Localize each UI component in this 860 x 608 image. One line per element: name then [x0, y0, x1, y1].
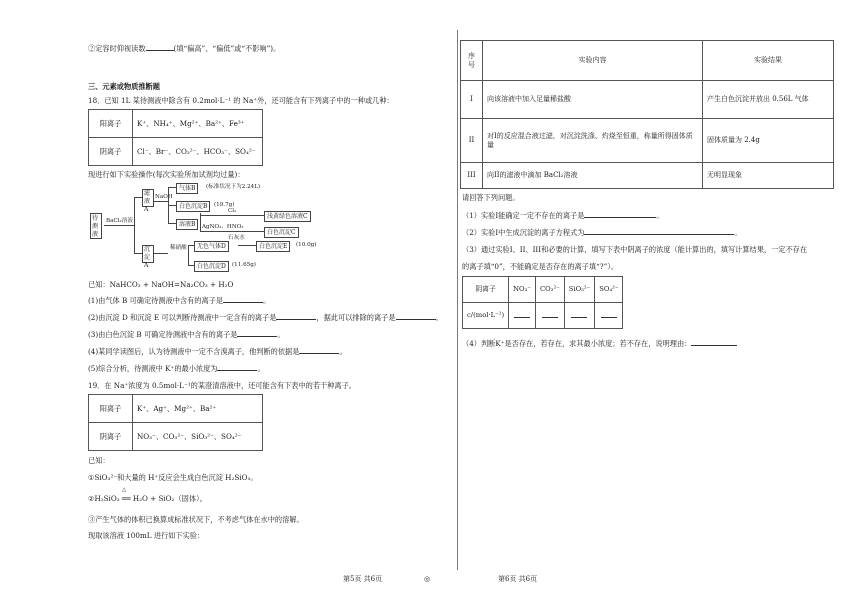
table-row: [461, 81, 834, 119]
q18-intro: 18．已知 1L 某待测液中除含有 0.2mol·L⁻¹ 的 Na⁺外，还可能含有下列离子中的一种或几种：: [88, 96, 394, 105]
table-header: 实验结果: [703, 41, 834, 81]
answer-blank[interactable]: [299, 347, 339, 354]
table-cell: K⁺、NH₄⁺、Mg²⁺、Ba²⁺、Fe³⁺: [133, 110, 263, 138]
flow-reagent1: BaCl₂溶液: [106, 218, 133, 224]
flow-white-e: 白色沉淀E: [256, 241, 290, 252]
flowchart: [88, 183, 388, 273]
right-q1-text: （1）实验I能确定一定不存在的离子是: [462, 211, 585, 220]
flow-filtrate-a: 滤液A: [142, 189, 154, 207]
flow-white-b-mass: (19.7g): [214, 202, 235, 208]
page-divider: [457, 30, 458, 570]
footer-center-mark: ◎: [424, 575, 431, 583]
q18-sub-text: (4)某同学读图后，认为待测液中一定不含溴离子，他判断的依据是: [88, 347, 300, 356]
table-cell: 向II的滤液中滴加 BaCl₂溶液: [483, 163, 703, 189]
answer-cell[interactable]: [509, 303, 536, 329]
answer-blank[interactable]: [237, 330, 277, 337]
table-cell: c/(mol·L⁻¹): [463, 303, 509, 329]
flow-arrow: [238, 245, 256, 246]
q19-intro: 19．在 Na⁺浓度为 0.5mol·L⁻¹的某澄清溶液中，还可能含有下表中的若干种离子。: [88, 381, 356, 390]
table-row: [463, 303, 623, 329]
table-row: [89, 395, 263, 423]
answer-cell[interactable]: [564, 303, 594, 329]
table-cell: III: [461, 163, 483, 189]
flow-arrow: [168, 205, 176, 206]
table-row: [89, 423, 263, 451]
q18-sub-text: (3)由白色沉淀 B 可确定待测液中含有的离子是: [88, 330, 238, 339]
q18-sub-3: (3)由白色沉淀 B 可确定待测液中含有的离子是 。: [88, 330, 285, 339]
table-cell: II: [461, 119, 483, 163]
flow-naoh: NaOH: [155, 194, 173, 200]
anion-conc-table: [462, 276, 623, 329]
flow-arrow: [168, 223, 176, 224]
table-cell: 固体质量为 2.4g: [703, 119, 834, 163]
flow-gas-d: 无色气体D: [194, 241, 229, 252]
answer-blank[interactable]: [217, 364, 257, 371]
answer-blank[interactable]: [584, 228, 734, 235]
flow-arrow: [154, 253, 168, 254]
answer-blank[interactable]: [396, 313, 436, 320]
flow-split: [188, 245, 189, 265]
table-header-row: [463, 277, 623, 303]
right-q3b: 的离子填“0”，不能确定是否存在的离子填“?”）。: [462, 262, 619, 271]
table-cell: 对I的反应混合液过滤，对沉淀洗涤、灼烧至恒重，称量所得固体质量: [483, 119, 703, 163]
flow-arrow: [200, 231, 264, 232]
known2-1: ①SiO₃²⁻和大量的 H⁺反应会生成白色沉淀 H₂SiO₃。: [88, 473, 258, 482]
known2-2-text: ②H₂SiO₃ ══ H₂O + SiO₂（固体）。: [88, 494, 207, 503]
table-row: [89, 110, 263, 138]
flow-dilute-hno3: 稀硝酸: [170, 245, 187, 251]
table-header: 序号: [461, 41, 483, 81]
flow-cl2: Cl₂: [228, 208, 237, 214]
flow-precip-a: 沉淀A: [142, 245, 154, 263]
q17-2-line: [88, 44, 280, 53]
answer-prompt: 请回答下列问题。: [462, 193, 520, 202]
q17-2-suffix: (填“偏高”、“偏低”或“不影响”)。: [173, 44, 281, 53]
q18-sub-5: (5)综合分析，待测液中 K⁺的最小浓度为 。: [88, 364, 265, 373]
footer-left-page: 第5页 共6页: [343, 575, 383, 583]
right-q3a: （3）通过实验I、II、III和必要的计算，填写下表中阴离子的浓度（能计算出的，填写计算结果，一定不存在: [462, 245, 808, 254]
flow-arrow: [134, 253, 142, 254]
delta-mark: △: [122, 487, 127, 493]
table-cell: 阴离子: [89, 423, 133, 451]
table-cell: 阳离子: [89, 395, 133, 423]
known-note: 已知：NaHCO₃ + NaOH=Na₂CO₃ + H₂O: [88, 280, 234, 289]
flow-arrow: [134, 197, 142, 198]
flow-white-d: 白色沉淀D: [194, 261, 229, 272]
q18-sub-1: (1)由气体 B 可确定待测液中含有的离子是 。: [88, 296, 271, 305]
table-cell: K⁺、Ag⁺、Mg²⁺、Ba²⁺: [133, 395, 263, 423]
right-q2: （2）实验I中生成沉淀的离子方程式为 。: [462, 228, 742, 237]
table-header: CO₃²⁻: [535, 277, 564, 303]
table-cell: 阳离子: [89, 110, 133, 138]
right-q1: （1）实验I能确定一定不存在的离子是 。: [462, 211, 664, 220]
flow-white-c: 白色沉淀C: [264, 227, 299, 238]
table-cell: 产生白色沉淀并放出 0.56L 气体: [703, 81, 834, 119]
known2-label: 已知：: [88, 456, 110, 465]
q17-2-text: ②定容时仰视读数: [88, 44, 146, 53]
q18-ion-table: [88, 109, 263, 166]
table-header: SiO₃²⁻: [564, 277, 594, 303]
flow-pale-yellow: 浅黄绿色溶液C: [264, 211, 311, 222]
table-cell: 无明显现象: [703, 163, 834, 189]
flow-agno3: AgNO₃、HNO₃: [202, 224, 244, 230]
q18-sub-text: (1)由气体 B 可确定待测液中含有的离子是: [88, 296, 224, 305]
table-cell: Cl⁻、Br⁻、CO₃²⁻、HCO₃⁻、SO₄²⁻: [133, 138, 263, 166]
right-q4: [462, 339, 737, 348]
flow-arrow: [154, 201, 168, 202]
answer-cell[interactable]: [535, 303, 564, 329]
answer-blank[interactable]: [223, 296, 263, 303]
table-header: NO₃⁻: [509, 277, 536, 303]
table-row: [461, 163, 834, 189]
flow-white-d-mass: (11.65g): [232, 262, 256, 268]
q18-sub-text: ，据此可以排除的离子是: [316, 313, 396, 322]
flow-solution-b: 溶液B: [176, 219, 198, 230]
flow-arrow: [104, 225, 134, 226]
table-header-row: [461, 41, 834, 81]
right-q2-text: （2）实验I中生成沉淀的离子方程式为: [462, 228, 585, 237]
flow-limewater: 石灰水: [228, 235, 245, 241]
q18-ops: 现进行如下实验操作(每次实验所加试剂均过量)：: [88, 170, 245, 179]
table-cell: 阴离子: [89, 138, 133, 166]
q19-now: 现取该溶液 100mL 进行如下实验：: [88, 531, 205, 540]
flow-arrow: [168, 187, 176, 188]
section-title: 三、元素或物质推断题: [88, 82, 160, 91]
known2-3: ③产生气体的体积已换算成标准状况下，不考虑气体在水中的溶解。: [88, 515, 304, 524]
table-cell: I: [461, 81, 483, 119]
answer-blank[interactable]: [146, 44, 174, 51]
q19-ion-table: [88, 394, 263, 451]
answer-blank[interactable]: [691, 339, 737, 346]
table-header: SO₄²⁻: [595, 277, 623, 303]
known2-2: [88, 494, 207, 503]
answer-blank[interactable]: [584, 211, 656, 218]
table-cell: NO₃⁻、CO₃²⁻、SiO₃²⁻、SO₄²⁻: [133, 423, 263, 451]
flow-gas-b-note: (标准状况下为2.24L): [206, 184, 261, 190]
q18-sub-text: (2)由沉淀 D 和沉淀 E 可以判断待测液中一定含有的离子是: [88, 313, 277, 322]
flow-white-e-mass: (10.0g): [296, 242, 317, 248]
table-header: 阴离子: [463, 277, 509, 303]
q18-sub-text: (5)综合分析，待测液中 K⁺的最小浓度为: [88, 364, 218, 373]
table-cell: 向该溶液中加入足量稀盐酸: [483, 81, 703, 119]
flow-start: 待测液: [90, 213, 102, 239]
experiment-table: [460, 40, 834, 189]
table-header: 实验内容: [483, 41, 703, 81]
flow-split: [134, 197, 135, 253]
table-row: [461, 119, 834, 163]
answer-cell[interactable]: [595, 303, 623, 329]
flow-white-b: 白色沉淀B: [176, 201, 210, 212]
answer-blank[interactable]: [276, 313, 316, 320]
table-row: [89, 138, 263, 166]
flow-arrow: [200, 215, 264, 216]
flow-gas-b: 气体B: [176, 183, 198, 194]
q18-sub-2: (2)由沉淀 D 和沉淀 E 可以判断待测液中一定含有的离子是 ，据此可以排除的离子是 。: [88, 313, 443, 322]
footer-right-page: 第6页 共6页: [498, 575, 538, 583]
right-q4-text: （4）判断K⁺是否存在，若存在，求其最小浓度；若不存在，说明理由：: [462, 339, 692, 348]
q18-sub-4: (4)某同学读图后，认为待测液中一定不含溴离子，他判断的依据是 。: [88, 347, 347, 356]
